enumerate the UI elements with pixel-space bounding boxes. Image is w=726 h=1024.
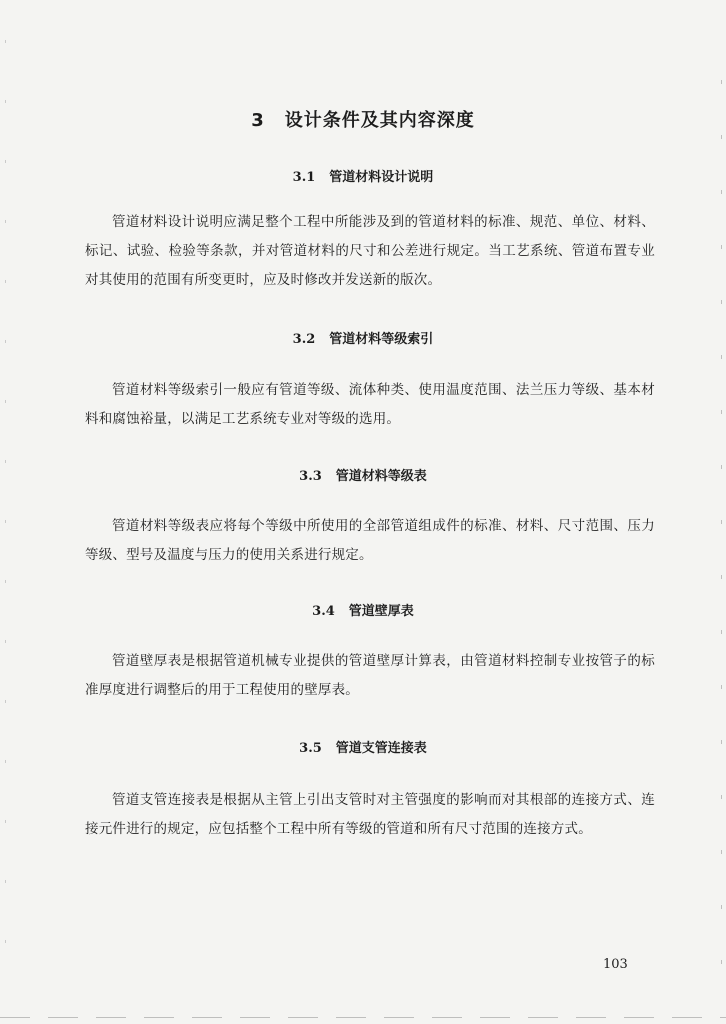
section-heading (0, 465, 726, 484)
section-paragraph: 管道支管连接表是根据从主管上引出支管时对主管强度的影响而对其根部的连接方式、连接元件进行的规定，应包括整个工程中所有等级的管道和所有尺寸范围的连接方式。 (85, 792, 655, 837)
section-paragraph: 管道材料设计说明应满足整个工程中所能涉及到的管道材料的标准、规范、单位、材料、标记、试验、检验等条款，并对管道材料的尺寸和公差进行规定。当工艺系统、管道布置专业对其使用的范围有所变更时，应及时修改并发送新的版次。 (85, 214, 655, 288)
section-title: 管道壁厚表 (348, 604, 414, 619)
section-heading (0, 737, 726, 756)
section-paragraph: 管道壁厚表是根据管道机械专业提供的管道壁厚计算表，由管道材料控制专业按管子的标准厚度进行调整后的用于工程使用的壁厚表。 (85, 653, 655, 698)
chapter-number: 3 (251, 110, 265, 131)
section-number: 3.2 (292, 332, 316, 347)
section-paragraph: 管道材料等级索引一般应有管道等级、流体种类、使用温度范围、法兰压力等级、基本材料和腐蚀裕量，以满足工艺系统专业对等级的选用。 (85, 382, 655, 427)
section-number: 3.4 (312, 604, 335, 619)
section-title: 管道支管连接表 (335, 741, 427, 756)
section-number: 3.1 (292, 170, 316, 185)
scan-edge-right (721, 80, 722, 980)
chapter-title (0, 106, 726, 132)
section-title: 管道材料等级表 (335, 469, 427, 484)
section-paragraph: 管道材料等级表应将每个等级中所使用的全部管道组成件的标准、材料、尺寸范围、压力等级、型号及温度与压力的使用关系进行规定。 (85, 518, 655, 563)
section-heading (0, 328, 726, 347)
section-heading (0, 600, 726, 619)
section-number: 3.5 (299, 741, 322, 756)
section-title: 管道材料设计说明 (329, 170, 434, 185)
page-number: 103 (603, 957, 628, 972)
chapter-title-text: 设计条件及其内容深度 (284, 110, 475, 131)
section-title: 管道材料等级索引 (329, 332, 434, 347)
section-number: 3.3 (299, 469, 322, 484)
scan-edge-bottom (0, 1017, 726, 1018)
section-heading (0, 166, 726, 185)
